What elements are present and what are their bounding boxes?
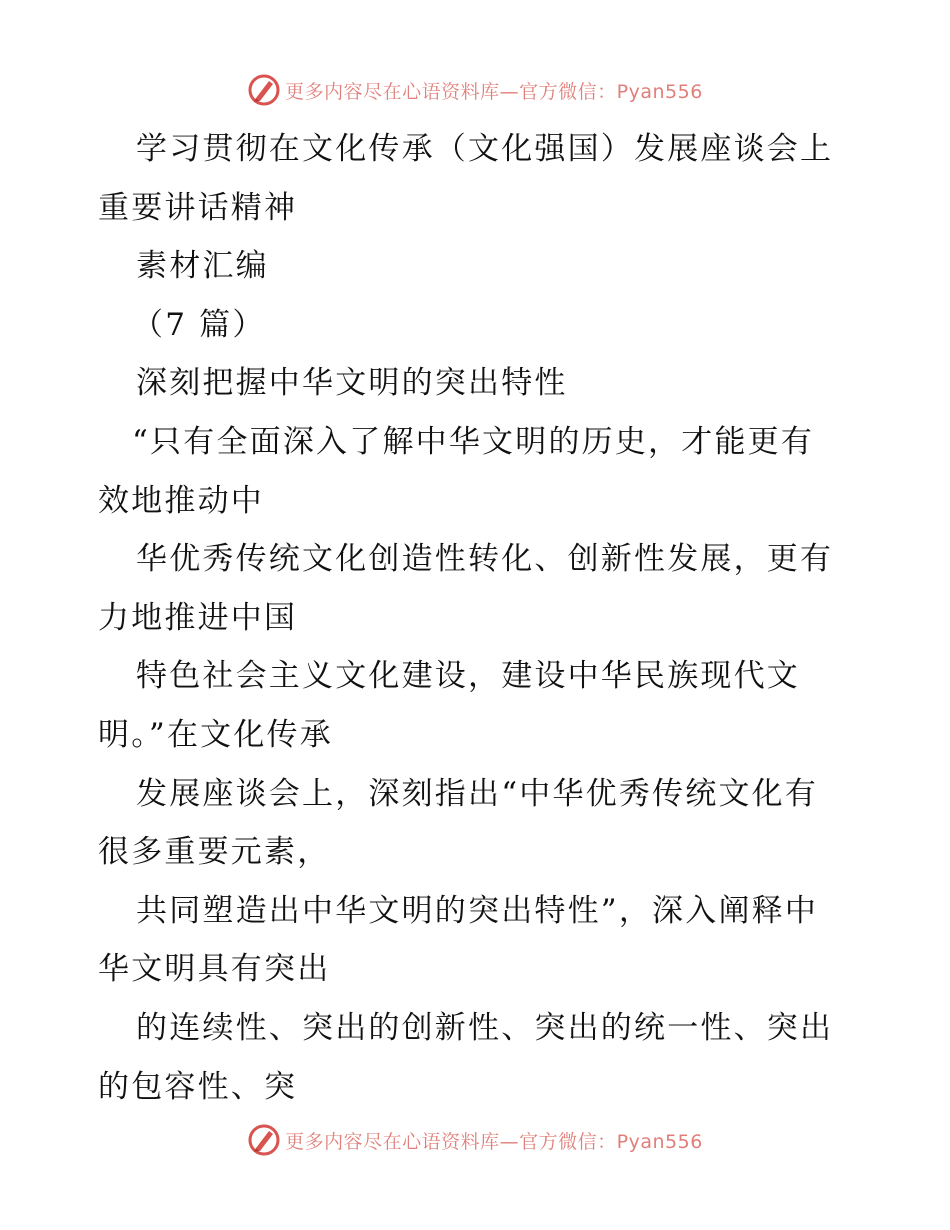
paragraph-line: “只有全面深入了解中华文明的历史，才能更有	[132, 423, 815, 460]
doc-title-line-1: 学习贯彻在文化传承（文化强国）发展座谈会上	[136, 131, 834, 167]
paragraph-line: 华优秀传统文化创造性转化、创新性发展，更有	[136, 541, 834, 578]
paragraph-line: 很多重要元素，	[98, 834, 331, 871]
watermark-text: 更多内容尽在心语资料库—官方微信：Pyan556	[285, 1130, 703, 1153]
paragraph-line: 效地推动中	[98, 482, 264, 519]
paragraph-line: 共同塑造出中华文明的突出特性”，深入阐释中	[136, 892, 819, 929]
pen-logo-icon	[247, 73, 281, 107]
footer-watermark	[0, 1120, 950, 1160]
header-watermark	[0, 70, 950, 110]
watermark-text: 更多内容尽在心语资料库—官方微信：Pyan556	[285, 80, 703, 103]
paragraph-line: 发展座谈会上，深刻指出“中华优秀传统文化有	[136, 775, 819, 812]
doc-subtitle: 素材汇编	[136, 248, 269, 285]
paragraph-line: 力地推进中国	[98, 599, 298, 636]
section-heading: 深刻把握中华文明的突出特性	[136, 365, 568, 402]
paragraph-line: 明。”在文化传承	[98, 716, 333, 753]
paragraph-line: 的连续性、突出的创新性、突出的统一性、突出	[136, 1009, 834, 1046]
pen-logo-icon	[247, 1123, 281, 1157]
paragraph-line: 华文明具有突出	[98, 951, 331, 988]
doc-title-line-2: 重要讲话精神	[98, 189, 298, 226]
paragraph-line: 的包容性、突	[98, 1068, 298, 1105]
doc-count: （7 篇）	[132, 306, 266, 343]
paragraph-line: 特色社会主义文化建设，建设中华民族现代文	[136, 658, 800, 695]
document-body	[98, 120, 858, 1116]
